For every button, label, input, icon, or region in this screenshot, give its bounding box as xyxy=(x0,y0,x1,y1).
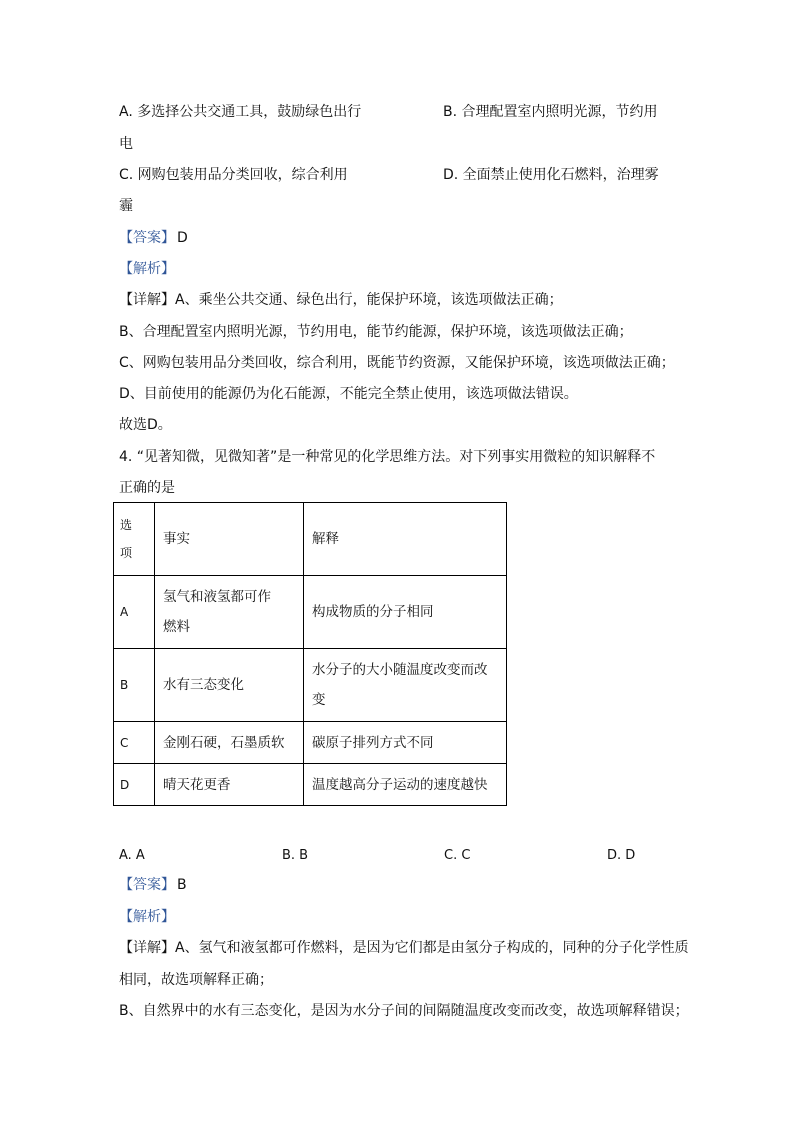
header-fact: 事实 xyxy=(155,503,304,576)
q3-option-b-wrap: 电 xyxy=(119,136,133,152)
q3-option-a: A. 多选择公共交通工具，鼓励绿色出行 xyxy=(119,104,362,120)
detail-text: A、乘坐公共交通、绿色出行，能保护环境，该选项做法正确； xyxy=(175,292,563,308)
row-fact: 水有三态变化 xyxy=(155,649,304,722)
q4-facts-table xyxy=(113,502,507,806)
q4-analysis-label: 【解析】 xyxy=(119,909,175,925)
header-option: 选项 xyxy=(114,503,155,576)
q4-choice-c: C. C xyxy=(444,848,471,863)
table-row xyxy=(114,649,507,722)
q3-detail-line4: D、目前使用的能源仍为化石能源，不能完全禁止使用，该选项做法错误。 xyxy=(119,386,578,402)
q4-choice-b: B. B xyxy=(282,848,309,863)
row-fact: 晴天花更香 xyxy=(155,764,304,806)
row-explanation: 水分子的大小随温度改变而改变 xyxy=(304,649,507,722)
q4-choice-a: A. A xyxy=(119,848,145,863)
q4-detail-line2: 相同，故选项解释正确； xyxy=(119,972,273,988)
row-option: D xyxy=(114,764,155,806)
q4-stem-line1: 4. “见著知微，见微知著”是一种常见的化学思维方法。对下列事实用微粒的知识解释不 xyxy=(119,449,656,465)
answer-value: B xyxy=(177,877,187,893)
answer-label: 【答案】 xyxy=(119,877,175,893)
row-explanation: 构成物质的分子相同 xyxy=(304,576,507,649)
q3-answer xyxy=(119,228,188,248)
row-option: B xyxy=(114,649,155,722)
q3-option-d: D. 全面禁止使用化石燃料，治理雾 xyxy=(443,167,659,183)
q4-answer xyxy=(119,875,187,895)
q3-detail-line1 xyxy=(119,290,563,310)
table-header-row xyxy=(114,503,507,576)
q3-detail-line2: B、合理配置室内照明光源，节约用电，能节约能源，保护环境，该选项做法正确； xyxy=(119,324,633,340)
q4-stem-line2: 正确的是 xyxy=(119,480,175,496)
q3-option-d-wrap: 霾 xyxy=(119,198,133,214)
detail-text: A、氢气和液氢都可作燃料，是因为它们都是由氢分子构成的，同种的分子化学性质 xyxy=(175,940,689,956)
detail-label: 【详解】 xyxy=(119,292,175,308)
row-explanation: 碳原子排列方式不同 xyxy=(304,722,507,764)
row-fact: 氢气和液氢都可作燃料 xyxy=(155,576,304,649)
answer-value: D xyxy=(177,230,188,246)
q3-option-b: B. 合理配置室内照明光源，节约用 xyxy=(443,104,658,120)
table-row xyxy=(114,764,507,806)
q3-conclusion: 故选D。 xyxy=(119,417,172,433)
header-explanation: 解释 xyxy=(304,503,507,576)
q4-choice-d: D. D xyxy=(607,848,636,863)
row-fact: 金刚石硬，石墨质软 xyxy=(155,722,304,764)
table-row xyxy=(114,722,507,764)
row-option: A xyxy=(114,576,155,649)
table-row xyxy=(114,576,507,649)
detail-label: 【详解】 xyxy=(119,940,175,956)
q4-detail-line1 xyxy=(119,938,689,958)
q4-detail-line3: B、自然界中的水有三态变化，是因为水分子间的间隔随温度改变而改变，故选项解释错误； xyxy=(119,1003,689,1019)
row-explanation: 温度越高分子运动的速度越快 xyxy=(304,764,507,806)
q3-detail-line3: C、网购包装用品分类回收，综合利用，既能节约资源，又能保护环境，该选项做法正确； xyxy=(119,355,675,371)
answer-label: 【答案】 xyxy=(119,230,175,246)
q3-option-c: C. 网购包装用品分类回收，综合利用 xyxy=(119,167,348,183)
q3-analysis-label: 【解析】 xyxy=(119,261,175,277)
row-option: C xyxy=(114,722,155,764)
